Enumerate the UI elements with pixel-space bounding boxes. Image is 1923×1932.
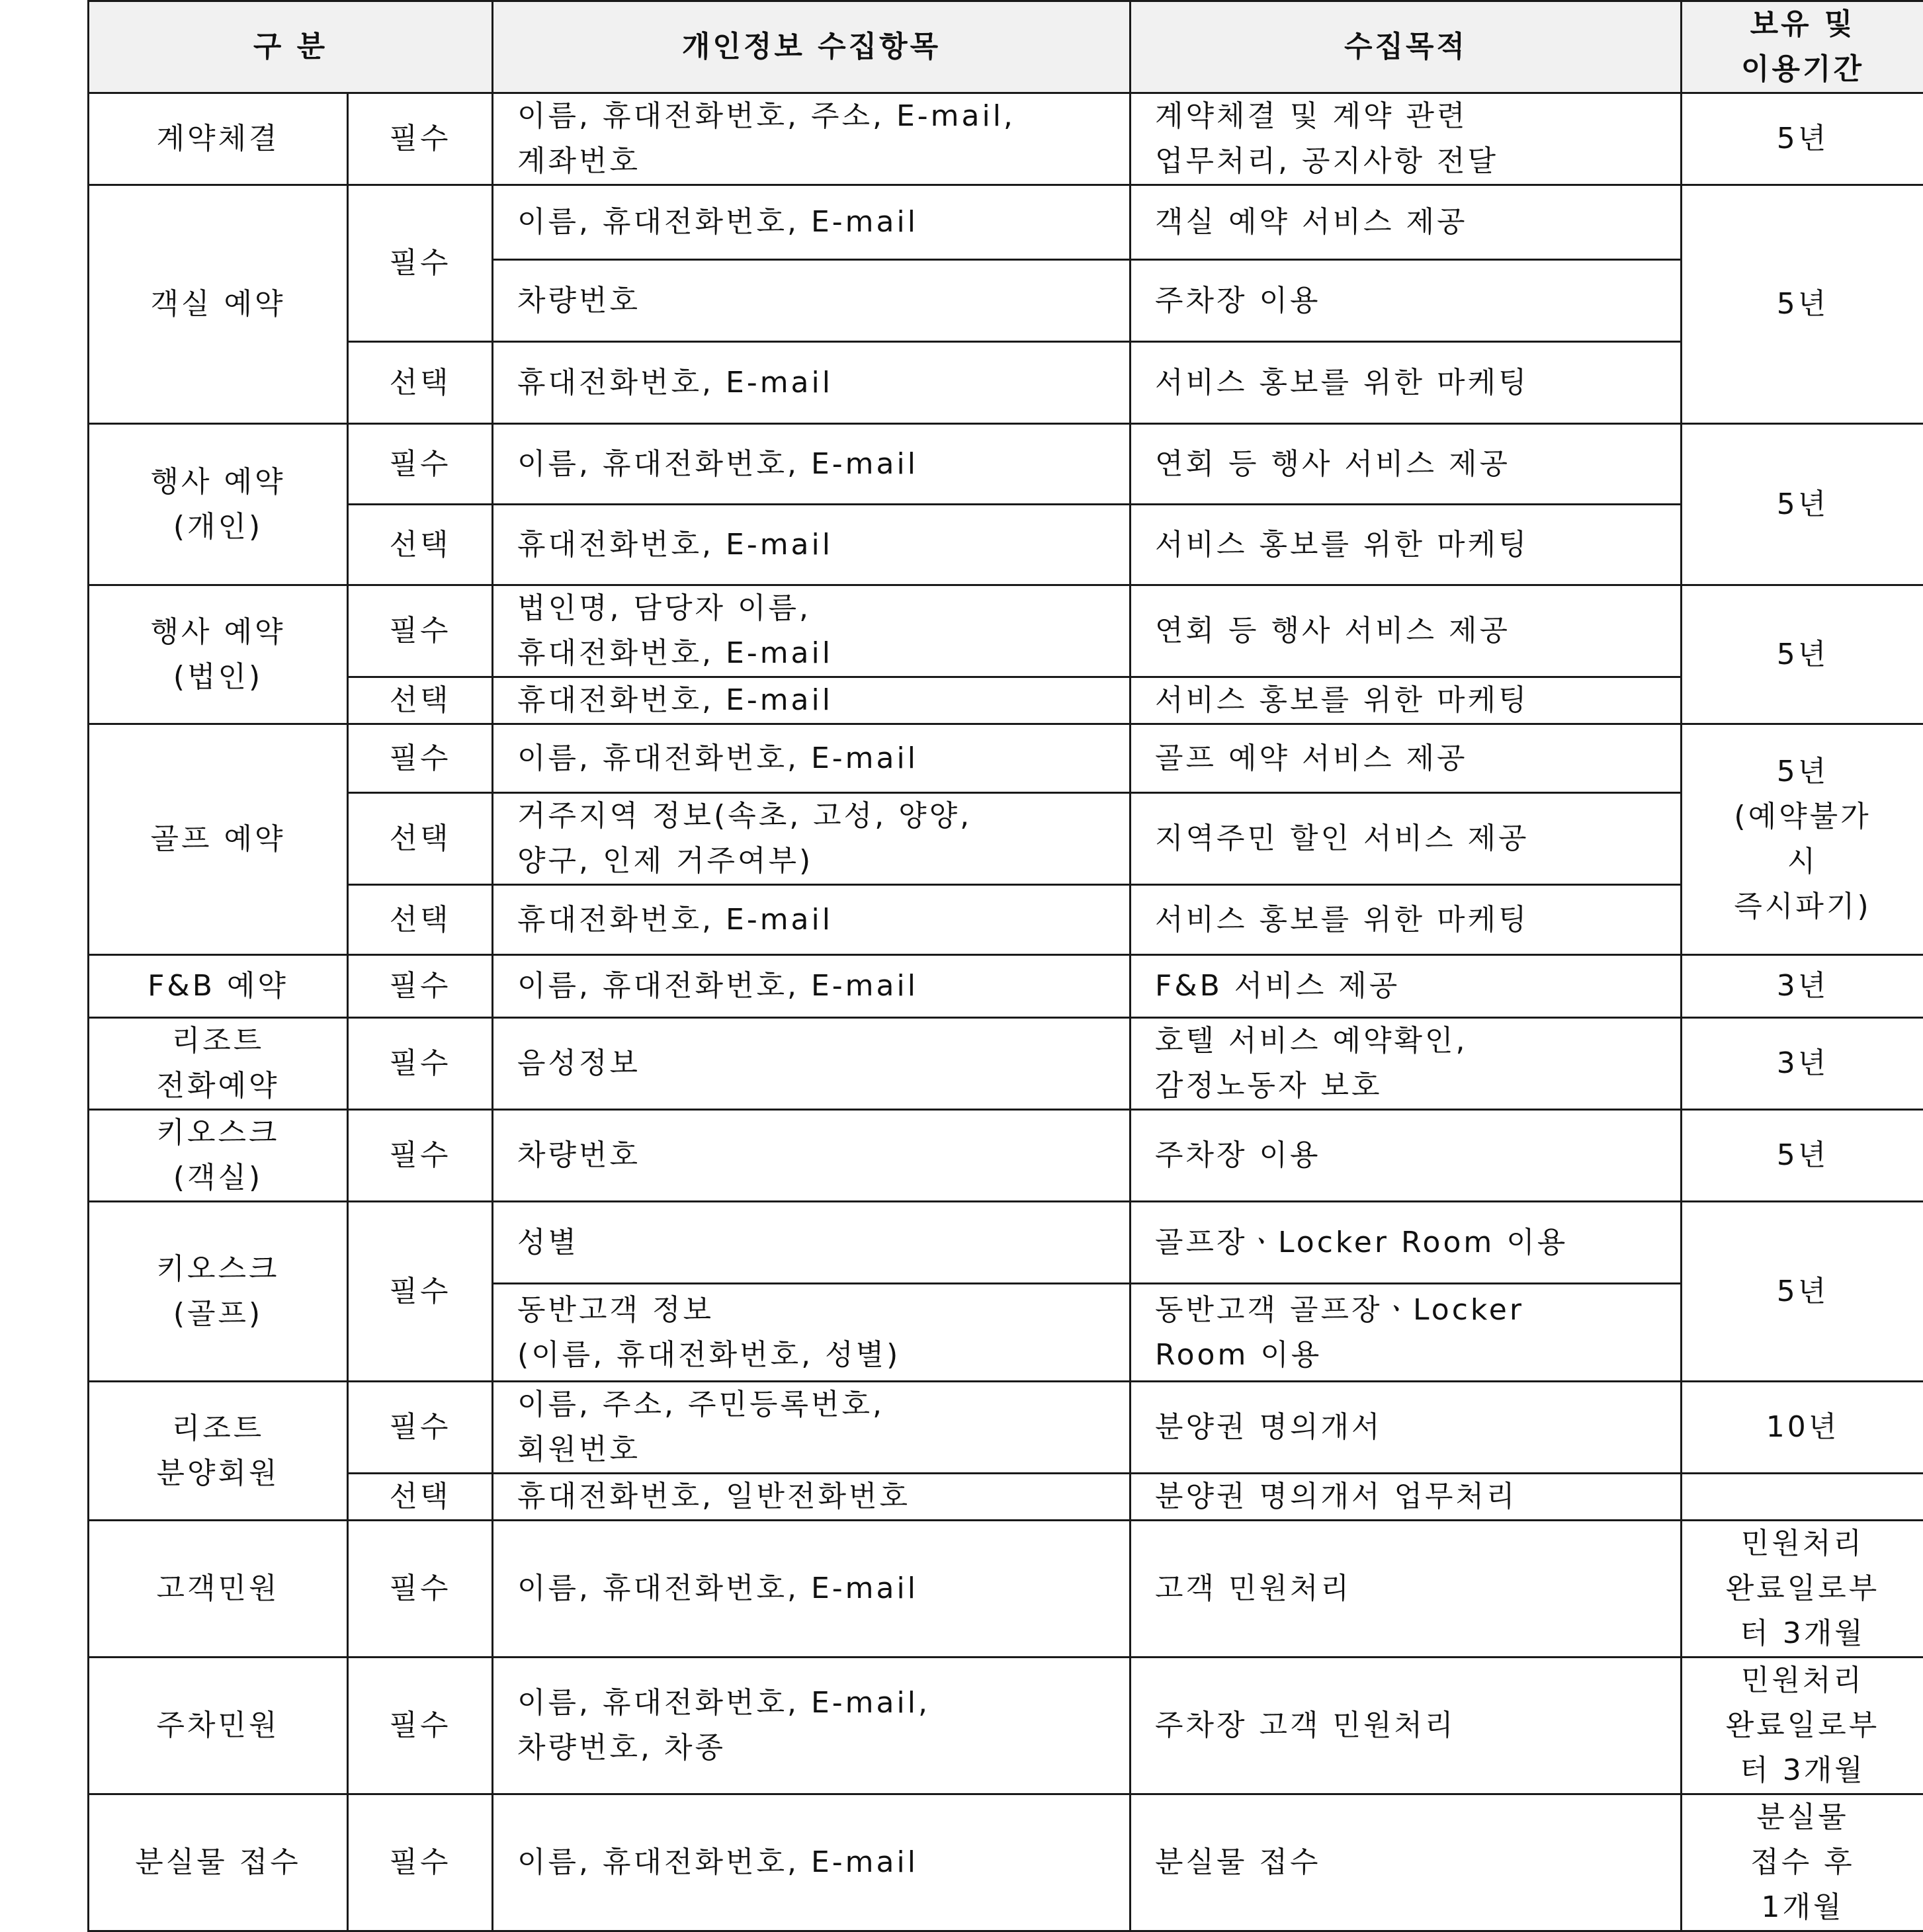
table-row [89,93,1923,185]
type-cell: 필수 [348,185,493,342]
purpose-cell: F&B 서비스 제공 [1131,955,1682,1018]
header-retention: 보유 및 이용기간 [1682,1,1923,93]
table-row [89,1110,1923,1202]
category-cell: 골프 예약 [89,724,348,955]
category-cell: 계약체결 [89,93,348,185]
purpose-cell: 골프 예약 서비스 제공 [1131,724,1682,793]
purpose-cell: 계약체결 및 계약 관련 업무처리, 공지사항 전달 [1131,93,1682,185]
table-row [89,955,1923,1018]
type-cell: 필수 [348,1382,493,1474]
table-row [89,724,1923,793]
retention-cell: 민원처리 완료일로부 터 3개월 [1682,1521,1923,1658]
purpose-cell: 호텔 서비스 예약확인, 감정노동자 보호 [1131,1018,1682,1110]
header-items: 개인정보 수집항목 [493,1,1131,93]
header-purpose: 수집목적 [1131,1,1682,93]
retention-cell: 10년 [1682,1382,1923,1474]
purpose-cell: 연회 등 행사 서비스 제공 [1131,585,1682,677]
purpose-cell: 연회 등 행사 서비스 제공 [1131,424,1682,505]
type-cell: 필수 [348,1202,493,1382]
retention-cell [1682,1474,1923,1521]
category-cell: 고객민원 [89,1521,348,1658]
table-row [89,1658,1923,1794]
purpose-cell: 객실 예약 서비스 제공 [1131,185,1682,260]
category-cell: 키오스크 (골프) [89,1202,348,1382]
retention-cell: 5년 [1682,93,1923,185]
type-cell: 필수 [348,1110,493,1202]
items-cell: 음성정보 [493,1018,1131,1110]
purpose-cell: 골프장ㆍLocker Room 이용 [1131,1202,1682,1284]
items-cell: 휴대전화번호, 일반전화번호 [493,1474,1131,1521]
purpose-cell: 분양권 명의개서 [1131,1382,1682,1474]
items-cell: 이름, 휴대전화번호, E-mail [493,1794,1131,1931]
type-cell: 필수 [348,1658,493,1794]
purpose-cell: 서비스 홍보를 위한 마케팅 [1131,885,1682,955]
items-cell: 이름, 휴대전화번호, 주소, E-mail, 계좌번호 [493,93,1131,185]
items-cell: 동반고객 정보 (이름, 휴대전화번호, 성별) [493,1284,1131,1382]
items-cell: 이름, 휴대전화번호, E-mail [493,185,1131,260]
category-cell: 키오스크 (객실) [89,1110,348,1202]
retention-cell: 5년 (예약불가 시 즉시파기) [1682,724,1923,955]
category-cell: 리조트 분양회원 [89,1382,348,1521]
table-row [89,1018,1923,1110]
items-cell: 이름, 휴대전화번호, E-mail [493,1521,1131,1658]
items-cell: 차량번호 [493,1110,1131,1202]
type-cell: 필수 [348,955,493,1018]
table-row [89,885,1923,955]
table-row [89,424,1923,505]
type-cell: 필수 [348,1018,493,1110]
retention-cell: 5년 [1682,185,1923,424]
type-cell: 필수 [348,424,493,505]
category-cell: 분실물 접수 [89,1794,348,1931]
privacy-collection-table [87,0,1923,1932]
type-cell: 선택 [348,1474,493,1521]
retention-cell: 5년 [1682,1202,1923,1382]
type-cell: 필수 [348,585,493,677]
category-cell: 주차민원 [89,1658,348,1794]
items-cell: 차량번호 [493,260,1131,342]
purpose-cell: 주차장 이용 [1131,1110,1682,1202]
category-cell: 객실 예약 [89,185,348,424]
table-row [89,1382,1923,1474]
header-category: 구 분 [89,1,493,93]
retention-cell: 5년 [1682,1110,1923,1202]
type-cell: 선택 [348,342,493,424]
purpose-cell: 주차장 이용 [1131,260,1682,342]
items-cell: 휴대전화번호, E-mail [493,342,1131,424]
table-row [89,1521,1923,1658]
items-cell: 이름, 휴대전화번호, E-mail [493,424,1131,505]
table-row [89,1794,1923,1931]
purpose-cell: 고객 민원처리 [1131,1521,1682,1658]
type-cell: 선택 [348,793,493,885]
items-cell: 법인명, 담당자 이름, 휴대전화번호, E-mail [493,585,1131,677]
purpose-cell: 서비스 홍보를 위한 마케팅 [1131,677,1682,724]
purpose-cell: 분양권 명의개서 업무처리 [1131,1474,1682,1521]
purpose-cell: 서비스 홍보를 위한 마케팅 [1131,342,1682,424]
retention-cell: 3년 [1682,1018,1923,1110]
table-row [89,342,1923,424]
type-cell: 필수 [348,1794,493,1931]
items-cell: 거주지역 정보(속초, 고성, 양양, 양구, 인제 거주여부) [493,793,1131,885]
table-row [89,505,1923,585]
category-cell: 행사 예약 (법인) [89,585,348,724]
purpose-cell: 분실물 접수 [1131,1794,1682,1931]
items-cell: 휴대전화번호, E-mail [493,677,1131,724]
table-row [89,677,1923,724]
purpose-cell: 주차장 고객 민원처리 [1131,1658,1682,1794]
retention-cell: 분실물 접수 후 1개월 [1682,1794,1923,1931]
items-cell: 이름, 휴대전화번호, E-mail, 차량번호, 차종 [493,1658,1131,1794]
items-cell: 이름, 휴대전화번호, E-mail [493,724,1131,793]
purpose-cell: 지역주민 할인 서비스 제공 [1131,793,1682,885]
table-row [89,185,1923,260]
purpose-cell: 동반고객 골프장ㆍLocker Room 이용 [1131,1284,1682,1382]
type-cell: 필수 [348,1521,493,1658]
category-cell: F&B 예약 [89,955,348,1018]
table-row [89,1202,1923,1284]
type-cell: 필수 [348,93,493,185]
retention-cell: 5년 [1682,424,1923,585]
header-row [89,1,1923,93]
items-cell: 이름, 주소, 주민등록번호, 회원번호 [493,1382,1131,1474]
items-cell: 성별 [493,1202,1131,1284]
category-cell: 리조트 전화예약 [89,1018,348,1110]
category-cell: 행사 예약 (개인) [89,424,348,585]
items-cell: 휴대전화번호, E-mail [493,505,1131,585]
purpose-cell: 서비스 홍보를 위한 마케팅 [1131,505,1682,585]
type-cell: 선택 [348,677,493,724]
table-row [89,1474,1923,1521]
type-cell: 필수 [348,724,493,793]
retention-cell: 민원처리 완료일로부 터 3개월 [1682,1658,1923,1794]
table-row [89,585,1923,677]
retention-cell: 5년 [1682,585,1923,724]
table-row [89,793,1923,885]
retention-cell: 3년 [1682,955,1923,1018]
type-cell: 선택 [348,505,493,585]
items-cell: 휴대전화번호, E-mail [493,885,1131,955]
items-cell: 이름, 휴대전화번호, E-mail [493,955,1131,1018]
type-cell: 선택 [348,885,493,955]
